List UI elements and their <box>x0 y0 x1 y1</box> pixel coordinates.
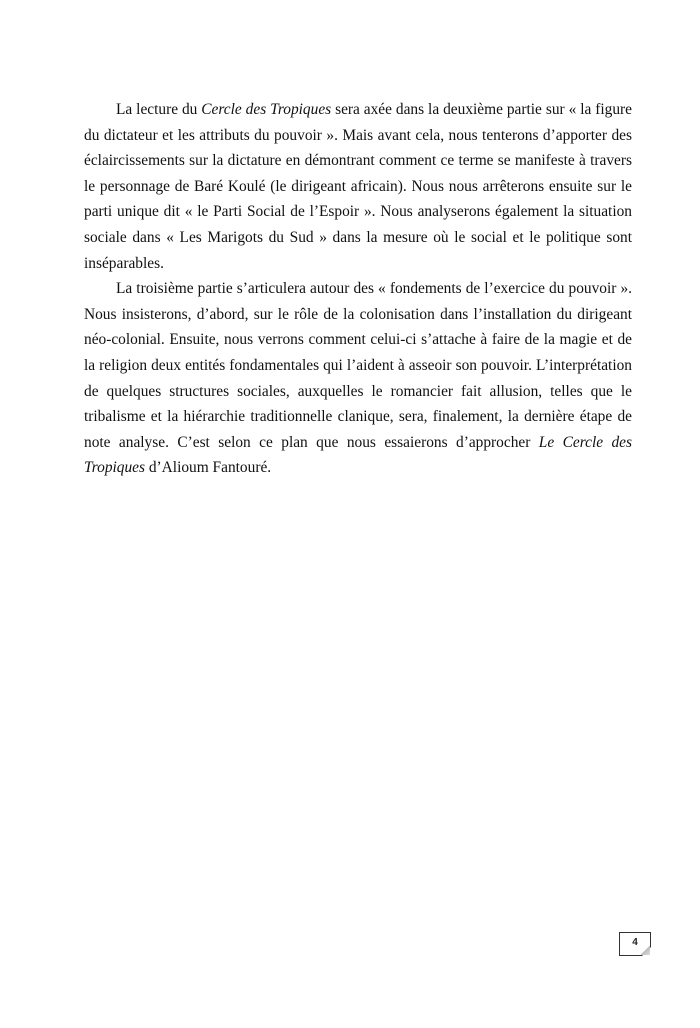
page-body <box>84 97 632 481</box>
paragraph-1 <box>84 97 632 276</box>
paragraph-1-text-b: sera axée dans la deuxième partie sur « la figure du dictateur et les attributs du pouvoir ». Mais avant cela, nous tenterons d’apporter des éclaircissements sur la dictature en démontrant comment ce terme se manifeste à travers le personnage de Baré Koulé (le dirigeant africain). Nous nous arrêterons ensuite sur le parti unique dit « le Parti Social de l’Espoir ». Nous analyserons également la situation sociale dans « Les Marigots du Sud » dans la mesure où le social et le politique sont inséparables. <box>84 101 632 272</box>
page-curl-shade <box>641 946 650 955</box>
paragraph-1-book-title: Cercle des Tropiques <box>201 101 332 118</box>
paragraph-2-book-title: Le Cercle des Tropiques <box>84 433 632 477</box>
paragraph-2 <box>84 276 632 481</box>
page-number: 4 <box>632 937 638 948</box>
page-number-box <box>619 932 651 956</box>
paragraph-2-text-a: La troisième partie s’articulera autour des « fondements de l’exercice du pouvoir ». Nous insisterons, d’abord, sur le rôle de la colonisation dans l’installation du dirigeant néo-colonial. Ensuite, nous verrons comment celui-ci s’attache à faire de la magie et de la religion deux entités fondamentales qui l’aident à asseoir son pouvoir. L’interprétation de quelques structures sociales, auxquelles le romancier fait allusion, telles que le tribalisme et la hiérarchie traditionnelle clanique, sera, finalement, la dernière étape de note analyse. C’est selon ce plan que nous essaierons d’approcher <box>84 280 632 451</box>
paragraph-1-text-a: La lecture du <box>116 101 202 118</box>
paragraph-2-text-b: d’Alioum Fantouré. <box>145 459 272 477</box>
